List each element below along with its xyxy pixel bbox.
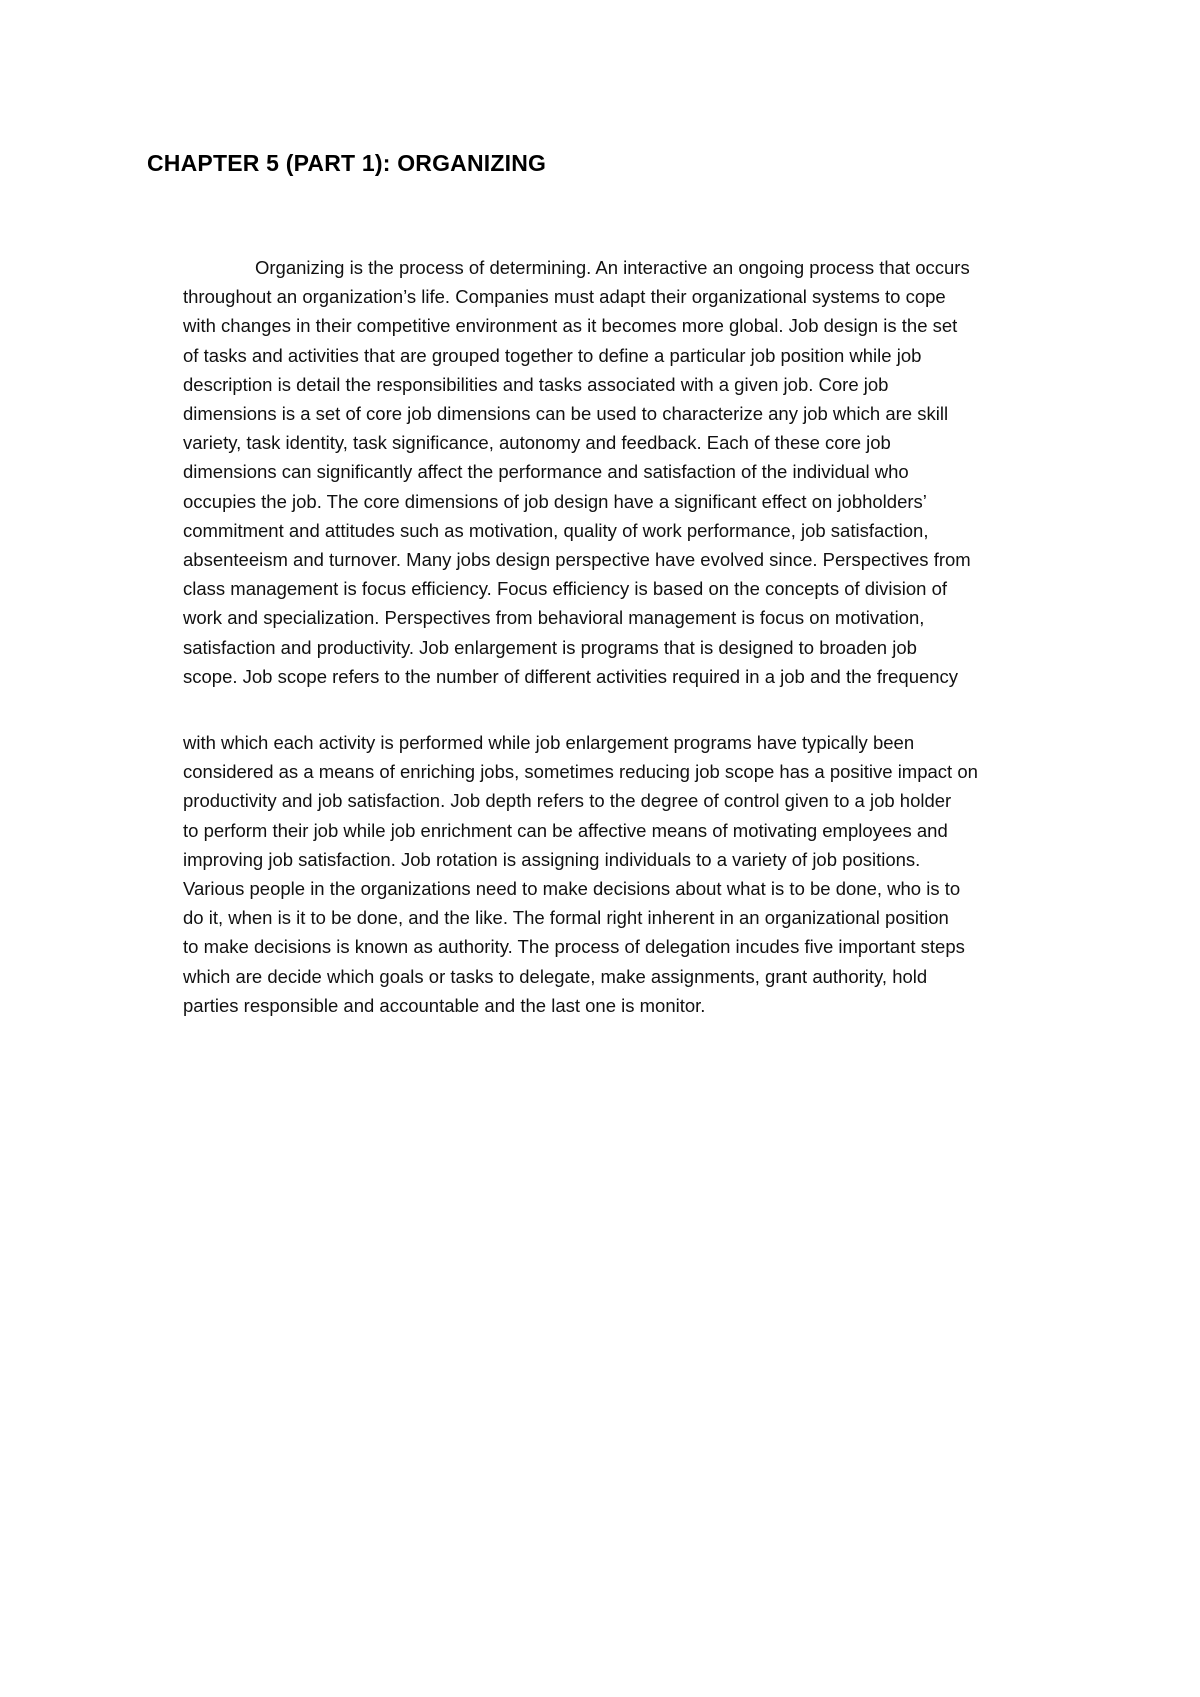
text-line: of tasks and activities that are grouped together to define a particular job position while job — [183, 344, 922, 366]
text-line: absenteeism and turnover. Many jobs design perspective have evolved since. Perspectives from — [183, 549, 971, 571]
paragraph-2 — [183, 728, 1063, 1020]
text-line: occupies the job. The core dimensions of job design have a significant effect on jobholders’ — [183, 490, 927, 512]
text-line: variety, task identity, task significance, autonomy and feedback. Each of these core job — [183, 432, 891, 454]
text-line: dimensions can significantly affect the performance and satisfaction of the individual who — [183, 461, 909, 483]
text-line: to make decisions is known as authority. The process of delegation incudes five important steps — [183, 936, 965, 958]
text-line: considered as a means of enriching jobs, sometimes reducing job scope has a positive impact on — [183, 761, 978, 783]
text-line: parties responsible and accountable and the last one is monitor. — [183, 994, 706, 1016]
text-line: do it, when is it to be done, and the like. The formal right inherent in an organizational position — [183, 907, 949, 929]
text-line: improving job satisfaction. Job rotation is assigning individuals to a variety of job positions. — [183, 848, 921, 870]
text-line: satisfaction and productivity. Job enlargement is programs that is designed to broaden job — [183, 636, 917, 658]
text-line: with which each activity is performed while job enlargement programs have typically been — [183, 732, 915, 753]
text-line: with changes in their competitive environment as it becomes more global. Job design is the set — [183, 315, 958, 337]
text-line: which are decide which goals or tasks to delegate, make assignments, grant authority, hold — [183, 965, 928, 987]
text-line: throughout an organization’s life. Companies must adapt their organizational systems to cope — [183, 286, 946, 308]
text-line: Various people in the organizations need to make decisions about what is to be done, who is to — [183, 878, 961, 900]
text-line: description is detail the responsibilities and tasks associated with a given job. Core job — [183, 373, 889, 395]
text-line: dimensions is a set of core job dimensions can be used to characterize any job which are skill — [183, 403, 949, 425]
text-line: productivity and job satisfaction. Job depth refers to the degree of control given to a job holder — [183, 790, 952, 812]
text-line: class management is focus efficiency. Focus efficiency is based on the concepts of division of — [183, 578, 948, 600]
text-line: to perform their job while job enrichment can be affective means of motivating employees and — [183, 819, 948, 841]
paragraph-1 — [183, 253, 1063, 691]
text-line: Organizing is the process of determining. An interactive an ongoing process that occurs — [255, 257, 970, 278]
text-line: scope. Job scope refers to the number of different activities required in a job and the frequency — [183, 665, 959, 687]
text-line: work and specialization. Perspectives from behavioral management is focus on motivation, — [183, 607, 925, 629]
chapter-title: CHAPTER 5 (PART 1): ORGANIZING — [147, 150, 547, 176]
text-line: commitment and attitudes such as motivation, quality of work performance, job satisfaction, — [183, 519, 929, 541]
